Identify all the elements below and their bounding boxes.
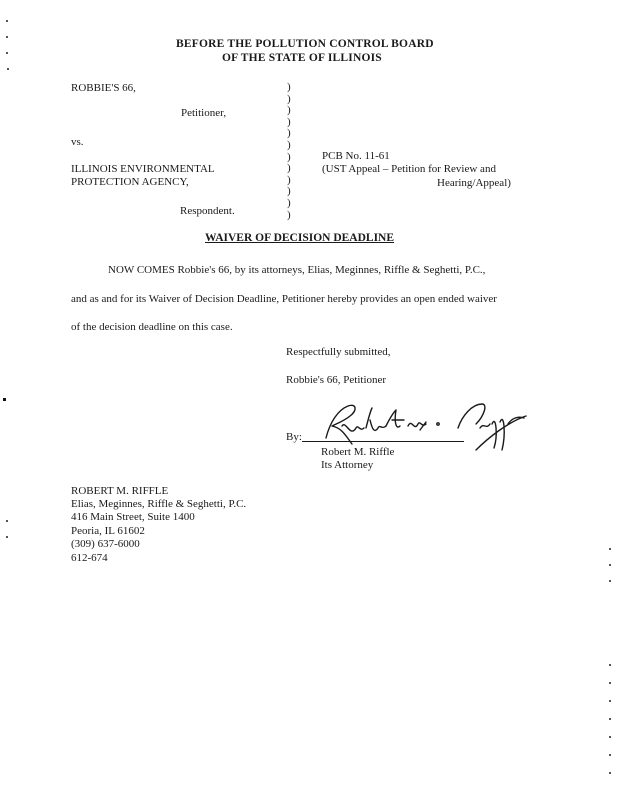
paren: ) (287, 138, 291, 151)
paren: ) (287, 81, 291, 93)
case-type-line1: (UST Appeal – Petition for Review and (322, 163, 496, 175)
body-line-2: and as and for its Waiver of Decision Deadline, Petitioner hereby provides an open ended waiver (71, 293, 497, 305)
paren: ) (287, 173, 291, 186)
court-name-line1: BEFORE THE POLLUTION CONTROL BOARD (176, 38, 434, 50)
scan-speck (6, 20, 8, 22)
body-line-1: NOW COMES Robbie's 66, by its attorneys, Elias, Meginnes, Riffle & Seghetti, P.C., (108, 264, 486, 276)
by-label: By: (286, 431, 302, 443)
court-name-line2: OF THE STATE OF ILLINOIS (222, 52, 382, 64)
scan-speck (609, 580, 611, 582)
paren: ) (287, 115, 291, 128)
paren: ) (287, 127, 291, 140)
scan-speck (609, 682, 611, 684)
paren: ) (287, 196, 291, 209)
firm-id: 612-674 (71, 552, 108, 564)
scan-speck (609, 548, 611, 550)
body-line-3: of the decision deadline on this case. (71, 321, 233, 333)
signer-name: Robert M. Riffle (321, 446, 395, 458)
case-type-line2: Hearing/Appeal) (437, 177, 511, 189)
case-number: PCB No. 11-61 (322, 150, 390, 162)
scan-speck (609, 772, 611, 774)
firm-attorney: ROBERT M. RIFFLE (71, 485, 169, 497)
scan-speck (609, 754, 611, 756)
firm-street: 416 Main Street, Suite 1400 (71, 511, 195, 523)
paren: ) (287, 208, 291, 221)
paren: ) (287, 185, 291, 198)
paren: ) (287, 92, 291, 105)
scan-speck (609, 664, 611, 666)
versus: vs. (71, 136, 84, 148)
scan-speck (6, 536, 8, 538)
scan-speck (609, 700, 611, 702)
scan-speck (7, 68, 9, 70)
petitioner-name: ROBBIE'S 66, (71, 82, 136, 94)
paren: ) (287, 104, 291, 117)
paren: ) (287, 150, 291, 163)
respondent-role: Respondent. (180, 205, 235, 217)
scan-speck (609, 718, 611, 720)
signer-title: Its Attorney (321, 459, 374, 471)
scan-speck (3, 398, 6, 401)
caption-paren-column (287, 82, 291, 221)
respondent-name-line2: PROTECTION AGENCY, (71, 176, 189, 188)
petitioner-role: Petitioner, (181, 107, 227, 119)
scan-speck (609, 564, 611, 566)
scan-speck (6, 52, 8, 54)
document-title: WAIVER OF DECISION DEADLINE (205, 232, 395, 244)
firm-phone: (309) 637-6000 (71, 538, 140, 550)
firm-city: Peoria, IL 61602 (71, 525, 145, 537)
paren: ) (287, 162, 291, 175)
scan-speck (609, 736, 611, 738)
scan-speck (6, 36, 8, 38)
scan-speck (6, 520, 8, 522)
closing-respectfully: Respectfully submitted, (286, 346, 391, 358)
respondent-name-line1: ILLINOIS ENVIRONMENTAL (71, 163, 215, 175)
closing-party: Robbie's 66, Petitioner (286, 374, 387, 386)
firm-name: Elias, Meginnes, Riffle & Seghetti, P.C. (71, 498, 247, 510)
